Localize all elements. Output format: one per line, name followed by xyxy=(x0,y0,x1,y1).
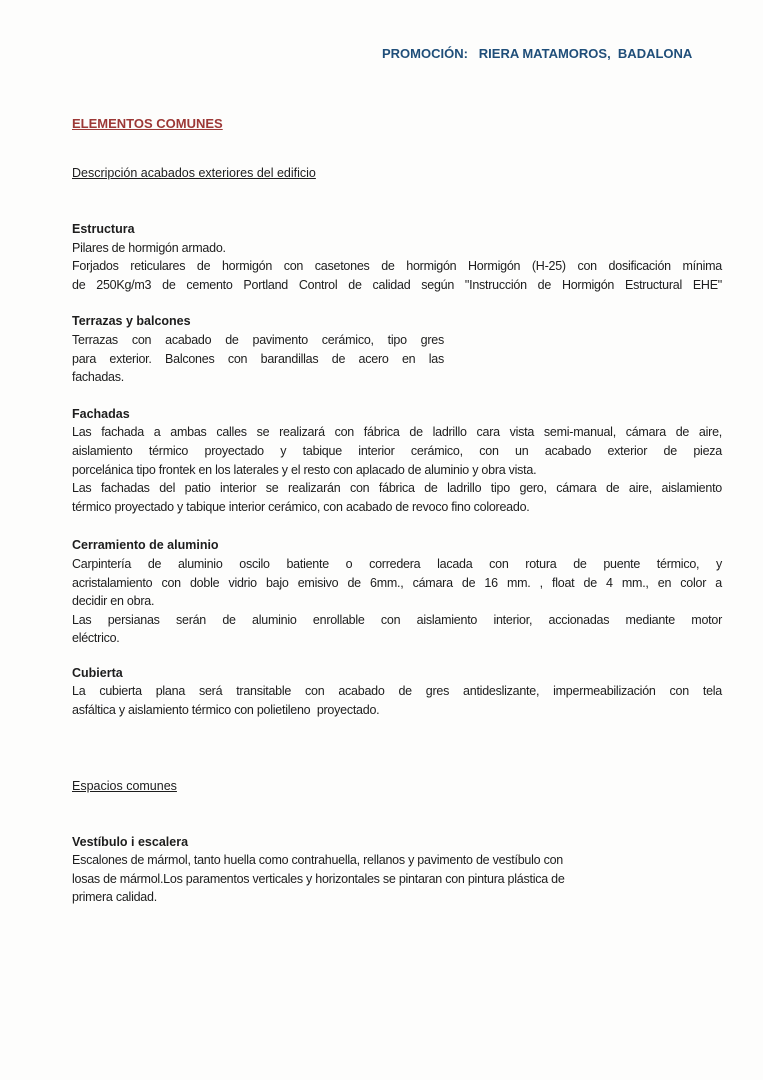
section-cubierta xyxy=(72,664,722,720)
section-title: Cubierta xyxy=(72,665,123,680)
section-cerramiento-de-aluminio xyxy=(72,536,722,648)
text-line: asfáltica y aislamiento térmico con polietileno proyectado. xyxy=(72,703,380,718)
section-estructura xyxy=(72,220,722,294)
text-line: eléctrico. xyxy=(72,631,120,646)
text-line: La cubierta plana será transitable con acabado de gres antideslizante, impermeabilización con tela xyxy=(72,684,722,699)
text-line: aislamiento térmico proyectado y tabique interior cerámico, con un acabado exterior de pieza xyxy=(72,443,722,458)
section-title: Estructura xyxy=(72,222,135,236)
text-line: losas de mármol.Los paramentos verticales y horizontales se pintaran con pintura plástica de xyxy=(72,871,565,886)
text-line: Las fachadas del patio interior se realizarán con fábrica de ladrillo tipo gero, cámara de aire, aislamiento xyxy=(72,481,722,496)
section-vestibulo-i-escalera xyxy=(72,833,722,907)
text-line: decidir en obra. xyxy=(72,594,155,609)
text-line: Carpintería de aluminio oscilo batiente o corredera lacada con rotura de puente térmico, y xyxy=(72,556,722,571)
text-line: Escalones de mármol, tanto huella como contrahuella, rellanos y pavimento de vestíbulo con xyxy=(72,853,563,868)
text-line: Las persianas serán de aluminio enrollable con aislamiento interior, accionadas mediante motor xyxy=(72,612,722,627)
section-title: Terrazas y balcones xyxy=(72,314,191,329)
text-line: para exterior. Balcones con barandillas de acero en las xyxy=(72,351,444,366)
section-title: Vestíbulo i escalera xyxy=(72,834,189,849)
text-line: fachadas. xyxy=(72,370,124,385)
text-line: primera calidad. xyxy=(72,890,157,905)
exterior-description-heading: Descripción acabados exteriores del edificio xyxy=(72,166,316,180)
text-line: Pilares de hormigón armado. xyxy=(72,240,226,255)
section-terrazas-y-balcones xyxy=(72,312,722,386)
text-line: Terrazas con acabado de pavimento cerámico, tipo gres xyxy=(72,332,444,347)
common-spaces-heading: Espacios comunes xyxy=(72,778,177,793)
text-line: térmico proyectado y tabique interior cerámico, con acabado de revoco fino coloreado. xyxy=(72,499,530,514)
section-fachadas xyxy=(72,405,722,517)
text-line: Forjados reticulares de hormigón con casetones de hormigón Hormigón (H-25) con dosificación mínima xyxy=(72,259,722,274)
text-line: Las fachada a ambas calles se realizará con fábrica de ladrillo cara vista semi-manual, cámara de aire, xyxy=(72,425,722,440)
text-line: porcelánica tipo frontek en los laterales y el resto con aplacado de aluminio y obra vista. xyxy=(72,462,537,477)
section-title: Fachadas xyxy=(72,406,130,421)
promotion-header: PROMOCIÓN: RIERA MATAMOROS, BADALONA xyxy=(382,46,693,61)
main-heading: ELEMENTOS COMUNES xyxy=(72,116,223,131)
text-line: acristalamiento con doble vidrio bajo emisivo de 6mm., cámara de 16 mm. , float de 4 mm., en color a xyxy=(72,575,722,590)
section-title: Cerramiento de aluminio xyxy=(72,538,219,553)
text-line: de 250Kg/m3 de cemento Portland Control de calidad según "Instrucción de Hormigón Estructural EHE" xyxy=(72,277,722,292)
